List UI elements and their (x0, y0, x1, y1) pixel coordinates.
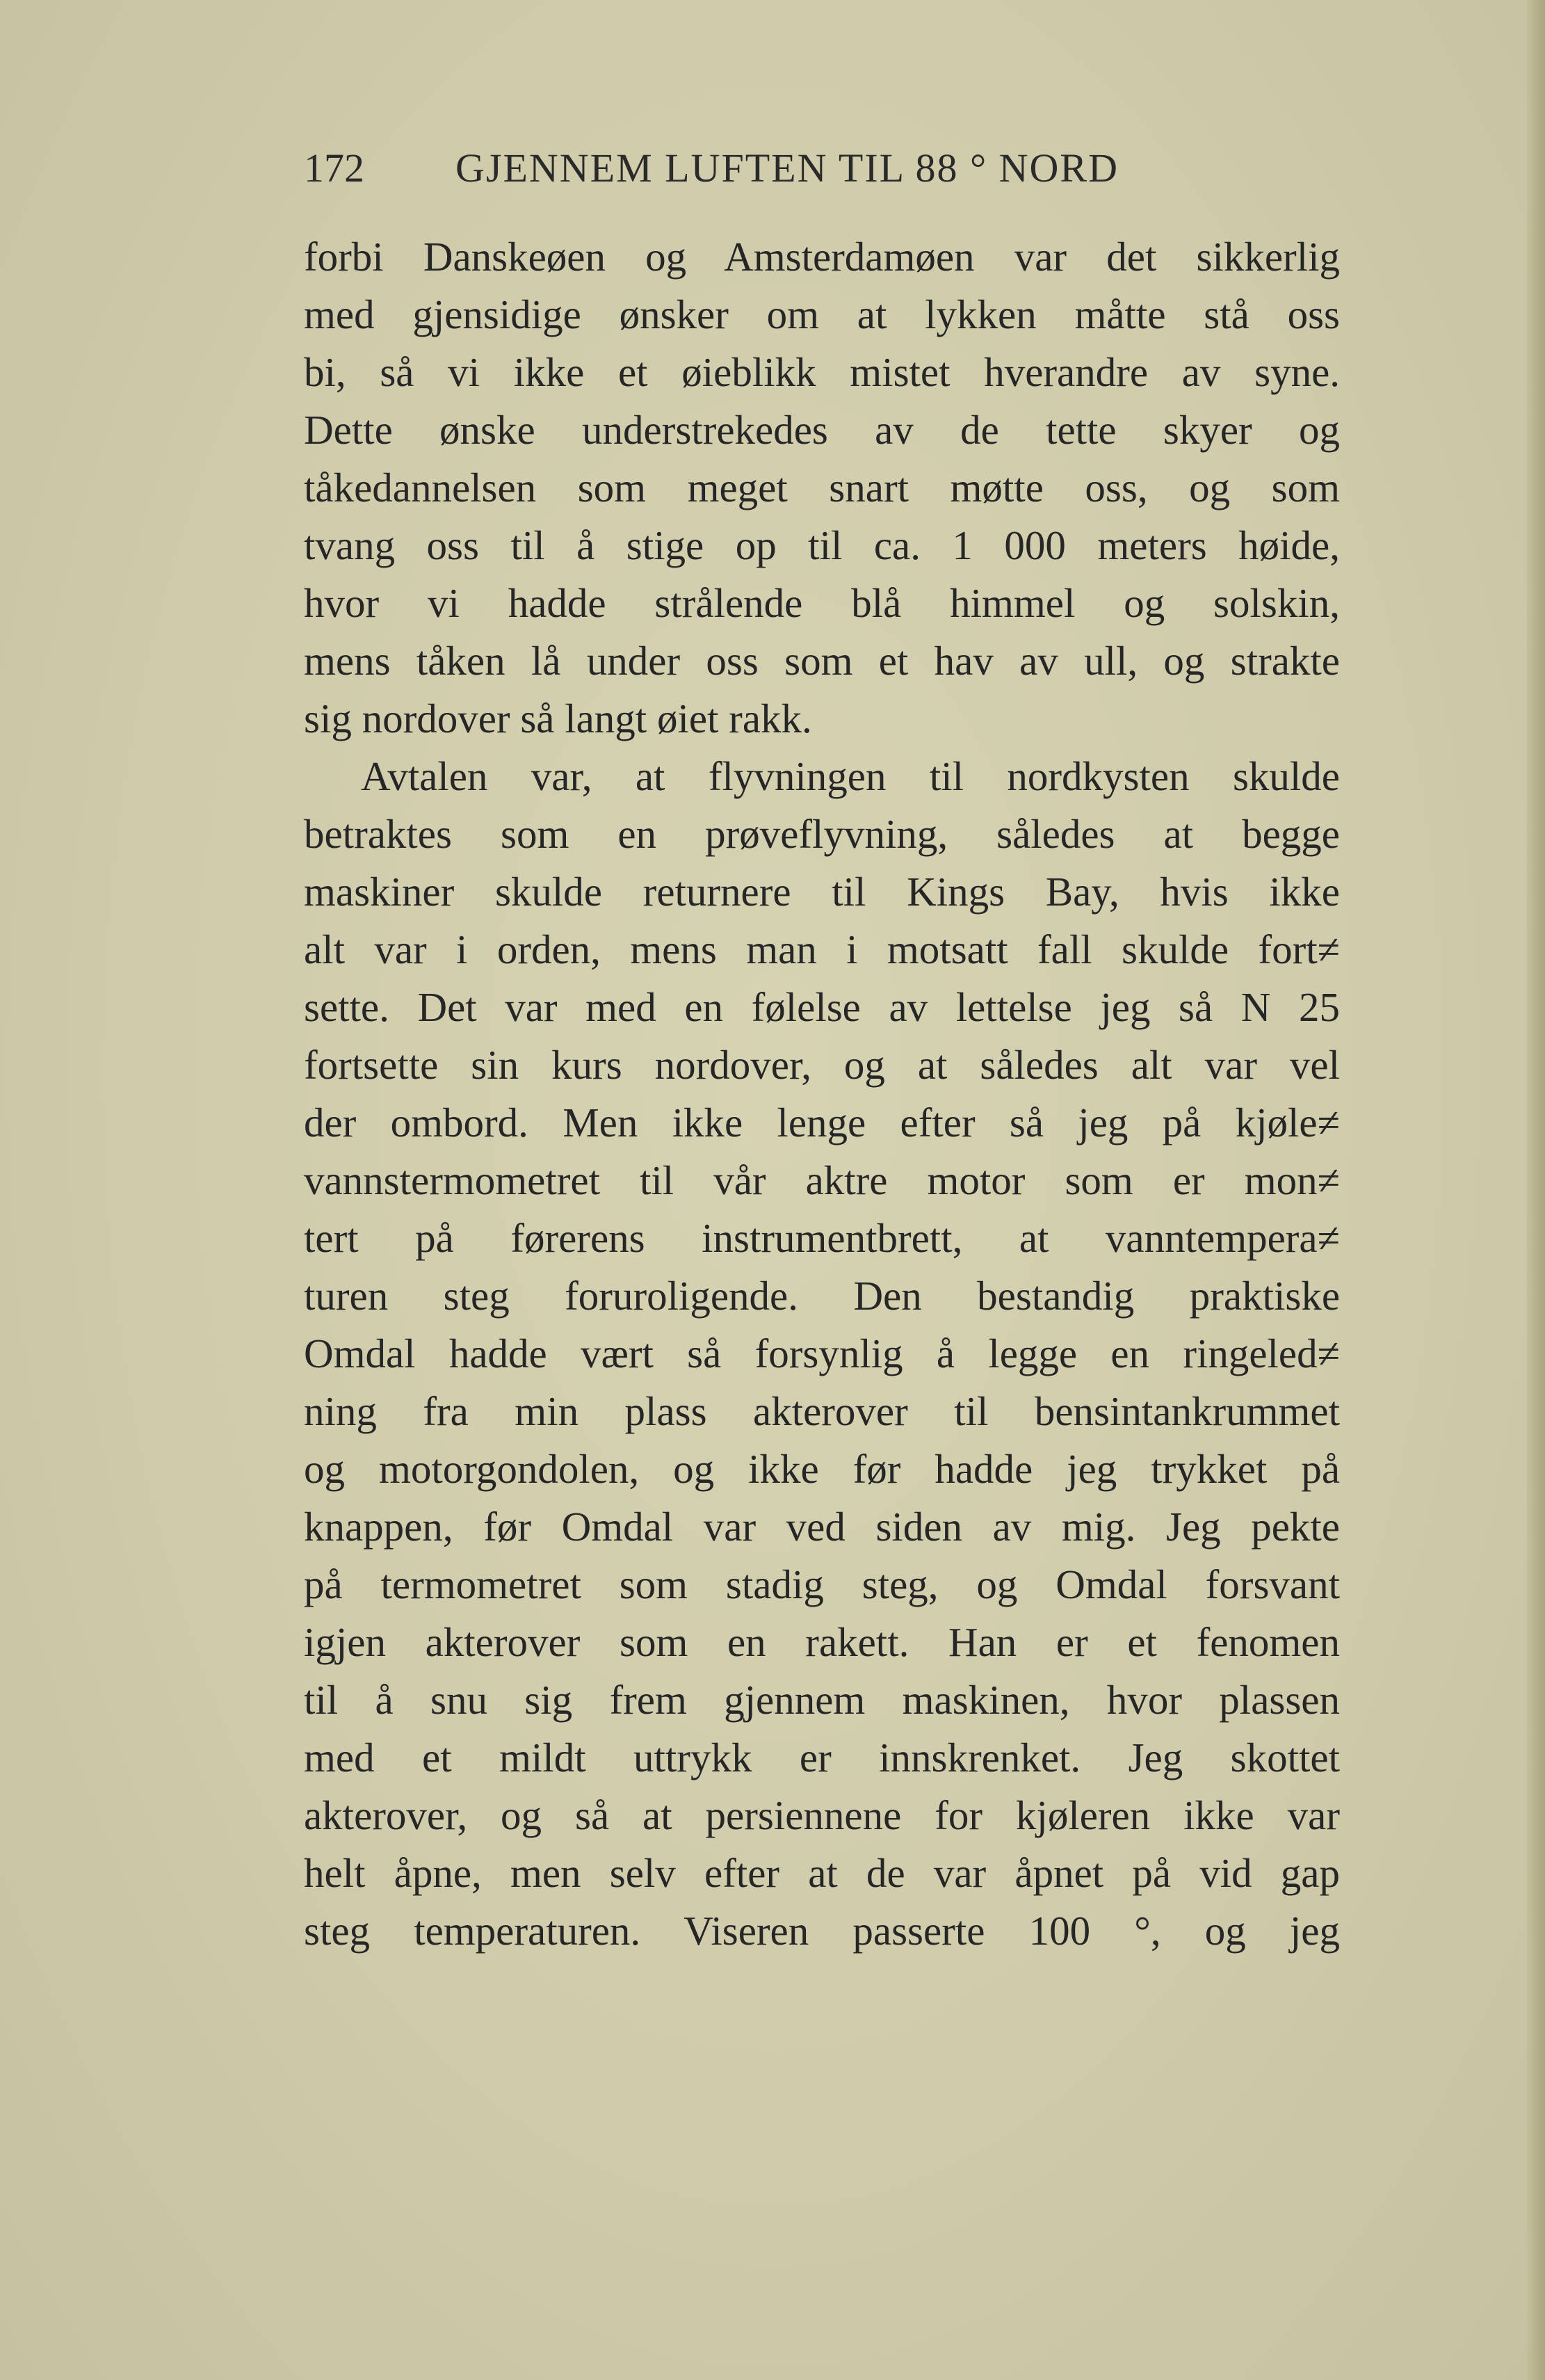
text-line: Dette ønske understrekedes av de tette skyer og (304, 407, 1340, 453)
text-line: og motorgondolen, og ikke før hadde jeg trykket på (304, 1446, 1340, 1492)
text-line: sette. Det var med en følelse av lettelse jeg så N 25 (304, 984, 1340, 1030)
page-header (304, 145, 1333, 200)
text-line: tåkedannelsen som meget snart møtte oss, og som (304, 465, 1340, 510)
text-line: tert på førerens instrumentbrett, at vanntempera≠ (304, 1215, 1340, 1261)
text-line: igjen akterover som en rakett. Han er et fenomen (304, 1619, 1340, 1665)
text-line: med gjensidige ønsker om at lykken måtte stå oss (304, 291, 1340, 337)
paragraph (304, 228, 1340, 748)
text-line: helt åpne, men selv efter at de var åpnet på vid gap (304, 1850, 1340, 1896)
page-number: 172 (304, 145, 364, 191)
text-line: bi, så vi ikke et øieblikk mistet hverandre av syne. (304, 349, 1340, 395)
text-line: til å snu sig frem gjennem maskinen, hvor plassen (304, 1677, 1340, 1723)
text-line: alt var i orden, mens man i motsatt fall skulde fort≠ (304, 926, 1340, 972)
text-line: mens tåken lå under oss som et hav av ull, og strakte (304, 638, 1340, 684)
text-line: Omdal hadde vært så forsynlig å legge en ringeled≠ (304, 1330, 1340, 1376)
text-line: forbi Danskeøen og Amsterdamøen var det sikkerlig (304, 234, 1340, 280)
page-edge (1527, 0, 1545, 2380)
text-line: på termometret som stadig steg, og Omdal forsvant (304, 1561, 1340, 1607)
body-text (304, 228, 1340, 1960)
text-line: Avtalen var, at flyvningen til nordkysten skulde (361, 753, 1340, 799)
text-line: vannstermometret til vår aktre motor som er mon≠ (304, 1157, 1340, 1203)
text-line: akterover, og så at persiennene for kjøleren ikke var (304, 1792, 1340, 1838)
text-line: steg temperaturen. Viseren passerte 100 °, og jeg (304, 1908, 1340, 1954)
text-line: maskiner skulde returnere til Kings Bay, hvis ikke (304, 869, 1340, 915)
text-line: turen steg foruroligende. Den bestandig praktiske (304, 1273, 1340, 1319)
running-head: GJENNEM LUFTEN TIL 88 ° NORD (455, 145, 1119, 191)
text-line: fortsette sin kurs nordover, og at således alt var vel (304, 1042, 1340, 1088)
text-line: betraktes som en prøveflyvning, således at begge (304, 811, 1340, 857)
text-line: med et mildt uttrykk er innskrenket. Jeg skottet (304, 1735, 1340, 1780)
text-line: tvang oss til å stige op til ca. 1 000 meters høide, (304, 522, 1340, 568)
paragraph (304, 748, 1340, 1960)
text-line: knappen, før Omdal var ved siden av mig. Jeg pekte (304, 1504, 1340, 1550)
text-line: der ombord. Men ikke lenge efter så jeg på kjøle≠ (304, 1100, 1340, 1145)
text-line: sig nordover så langt øiet rakk. (304, 695, 812, 741)
text-line: hvor vi hadde strålende blå himmel og solskin, (304, 580, 1340, 626)
text-line: ning fra min plass akterover til bensintankrummet (304, 1388, 1340, 1434)
